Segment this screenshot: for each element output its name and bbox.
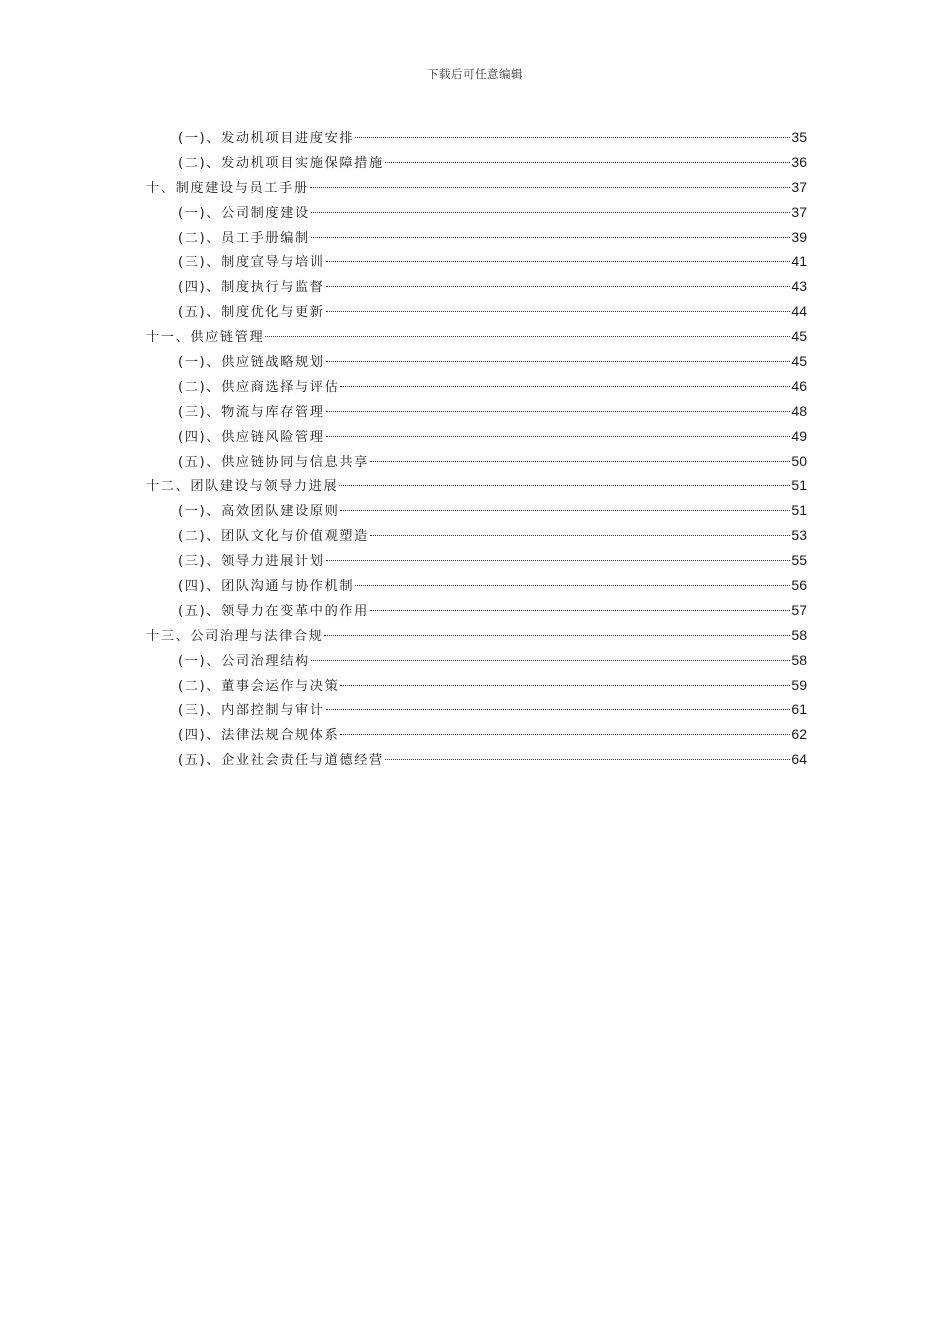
toc-section-entry[interactable]: [146, 424, 807, 449]
toc-dot-leader: [326, 311, 791, 312]
toc-page-number: 51: [791, 477, 807, 494]
toc-dot-leader: [324, 635, 790, 636]
toc-entry-label: (二)、供应商选择与评估: [178, 379, 340, 395]
toc-entry-label: (一)、公司治理结构: [178, 653, 310, 669]
toc-entry-label: (二)、发动机项目实施保障措施: [178, 155, 384, 171]
toc-dot-leader: [340, 510, 790, 511]
toc-dot-leader: [340, 685, 790, 686]
toc-dot-leader: [311, 237, 791, 238]
toc-entry-label: (五)、企业社会责任与道德经营: [178, 753, 384, 769]
toc-dot-leader: [326, 286, 791, 287]
toc-entry-label: (二)、团队文化与价值观塑造: [178, 529, 369, 545]
toc-dot-leader: [340, 386, 790, 387]
toc-dot-leader: [370, 461, 790, 462]
toc-chapter-entry[interactable]: [146, 623, 807, 648]
toc-page-number: 51: [791, 502, 807, 519]
toc-page-number: 50: [791, 452, 807, 469]
toc-entry-label: (二)、董事会运作与决策: [178, 678, 340, 694]
toc-section-entry[interactable]: [146, 225, 807, 250]
toc-entry-label: (三)、物流与库存管理: [178, 404, 325, 420]
toc-page-number: 58: [791, 651, 807, 668]
toc-dot-leader: [326, 411, 791, 412]
toc-page-number: 58: [791, 626, 807, 643]
toc-dot-leader: [265, 336, 790, 337]
toc-section-entry[interactable]: [146, 648, 807, 673]
toc-entry-label: (一)、高效团队建设原则: [178, 504, 340, 520]
toc-dot-leader: [340, 734, 790, 735]
toc-section-entry[interactable]: [146, 747, 807, 772]
toc-entry-label: (五)、供应链协同与信息共享: [178, 454, 369, 470]
toc-page-number: 37: [791, 203, 807, 220]
toc-entry-label: (三)、领导力进展计划: [178, 554, 325, 570]
toc-entry-label: 十二、团队建设与领导力进展: [146, 479, 339, 495]
toc-section-entry[interactable]: [146, 573, 807, 598]
toc-chapter-entry[interactable]: [146, 324, 807, 349]
toc-page-number: 64: [791, 751, 807, 768]
toc-dot-leader: [385, 162, 791, 163]
toc-entry-label: (四)、法律法规合规体系: [178, 728, 340, 744]
toc-page-number: 48: [791, 402, 807, 419]
toc-dot-leader: [326, 361, 791, 362]
toc-section-entry[interactable]: [146, 150, 807, 175]
toc-dot-leader: [326, 261, 791, 262]
toc-chapter-entry[interactable]: [146, 473, 807, 498]
toc-section-entry[interactable]: [146, 274, 807, 299]
toc-section-entry[interactable]: [146, 697, 807, 722]
toc-entry-label: (五)、制度优化与更新: [178, 305, 325, 321]
toc-chapter-entry[interactable]: [146, 175, 807, 200]
toc-dot-leader: [355, 137, 790, 138]
toc-section-entry[interactable]: [146, 449, 807, 474]
toc-dot-leader: [311, 660, 791, 661]
toc-page-number: 62: [791, 726, 807, 743]
toc-section-entry[interactable]: [146, 523, 807, 548]
toc-page-number: 41: [791, 253, 807, 270]
toc-dot-leader: [326, 436, 791, 437]
toc-entry-label: (五)、领导力在变革中的作用: [178, 603, 369, 619]
toc-page-number: 37: [791, 178, 807, 195]
toc-dot-leader: [326, 709, 791, 710]
toc-section-entry[interactable]: [146, 200, 807, 225]
toc-page-number: 56: [791, 577, 807, 594]
toc-dot-leader: [355, 585, 790, 586]
toc-entry-label: (四)、制度执行与监督: [178, 280, 325, 296]
toc-section-entry[interactable]: [146, 374, 807, 399]
toc-page-number: 57: [791, 601, 807, 618]
toc-section-entry[interactable]: [146, 299, 807, 324]
toc-section-entry[interactable]: [146, 125, 807, 150]
toc-page-number: 45: [791, 353, 807, 370]
table-of-contents: [146, 125, 807, 772]
toc-entry-label: (四)、团队沟通与协作机制: [178, 579, 355, 595]
toc-page-number: 35: [791, 129, 807, 145]
toc-section-entry[interactable]: [146, 673, 807, 698]
toc-page-number: 55: [791, 552, 807, 569]
toc-section-entry[interactable]: [146, 498, 807, 523]
toc-section-entry[interactable]: [146, 349, 807, 374]
page-header: 下载后可任意编辑: [427, 67, 523, 81]
toc-section-entry[interactable]: [146, 399, 807, 424]
toc-dot-leader: [326, 560, 791, 561]
toc-entry-label: (一)、公司制度建设: [178, 205, 310, 221]
toc-page-number: 53: [791, 527, 807, 544]
toc-page-number: 61: [791, 701, 807, 718]
toc-page-number: 43: [791, 278, 807, 295]
toc-entry-label: (一)、发动机项目进度安排: [178, 131, 355, 146]
toc-dot-leader: [370, 535, 790, 536]
toc-dot-leader: [311, 212, 791, 213]
toc-entry-label: (一)、供应链战略规划: [178, 355, 325, 371]
toc-section-entry[interactable]: [146, 722, 807, 747]
toc-page-number: 44: [791, 303, 807, 320]
toc-page-number: 45: [791, 328, 807, 345]
toc-entry-label: (三)、制度宣导与培训: [178, 255, 325, 271]
toc-page-number: 39: [791, 228, 807, 245]
toc-entry-label: 十一、供应链管理: [146, 330, 265, 346]
toc-page-number: 49: [791, 427, 807, 444]
toc-dot-leader: [370, 610, 790, 611]
toc-entry-label: 十、制度建设与员工手册: [146, 180, 309, 196]
toc-section-entry[interactable]: [146, 598, 807, 623]
toc-dot-leader: [310, 187, 791, 188]
toc-section-entry[interactable]: [146, 548, 807, 573]
toc-page-number: 46: [791, 377, 807, 394]
toc-dot-leader: [339, 485, 790, 486]
toc-entry-label: (二)、员工手册编制: [178, 230, 310, 246]
toc-entry-label: (三)、内部控制与审计: [178, 703, 325, 719]
toc-page-number: 59: [791, 676, 807, 693]
toc-entry-label: 十三、公司治理与法律合规: [146, 628, 324, 644]
toc-section-entry[interactable]: [146, 249, 807, 274]
toc-page-number: 36: [791, 153, 807, 170]
toc-dot-leader: [385, 759, 791, 760]
toc-entry-label: (四)、供应链风险管理: [178, 429, 325, 445]
